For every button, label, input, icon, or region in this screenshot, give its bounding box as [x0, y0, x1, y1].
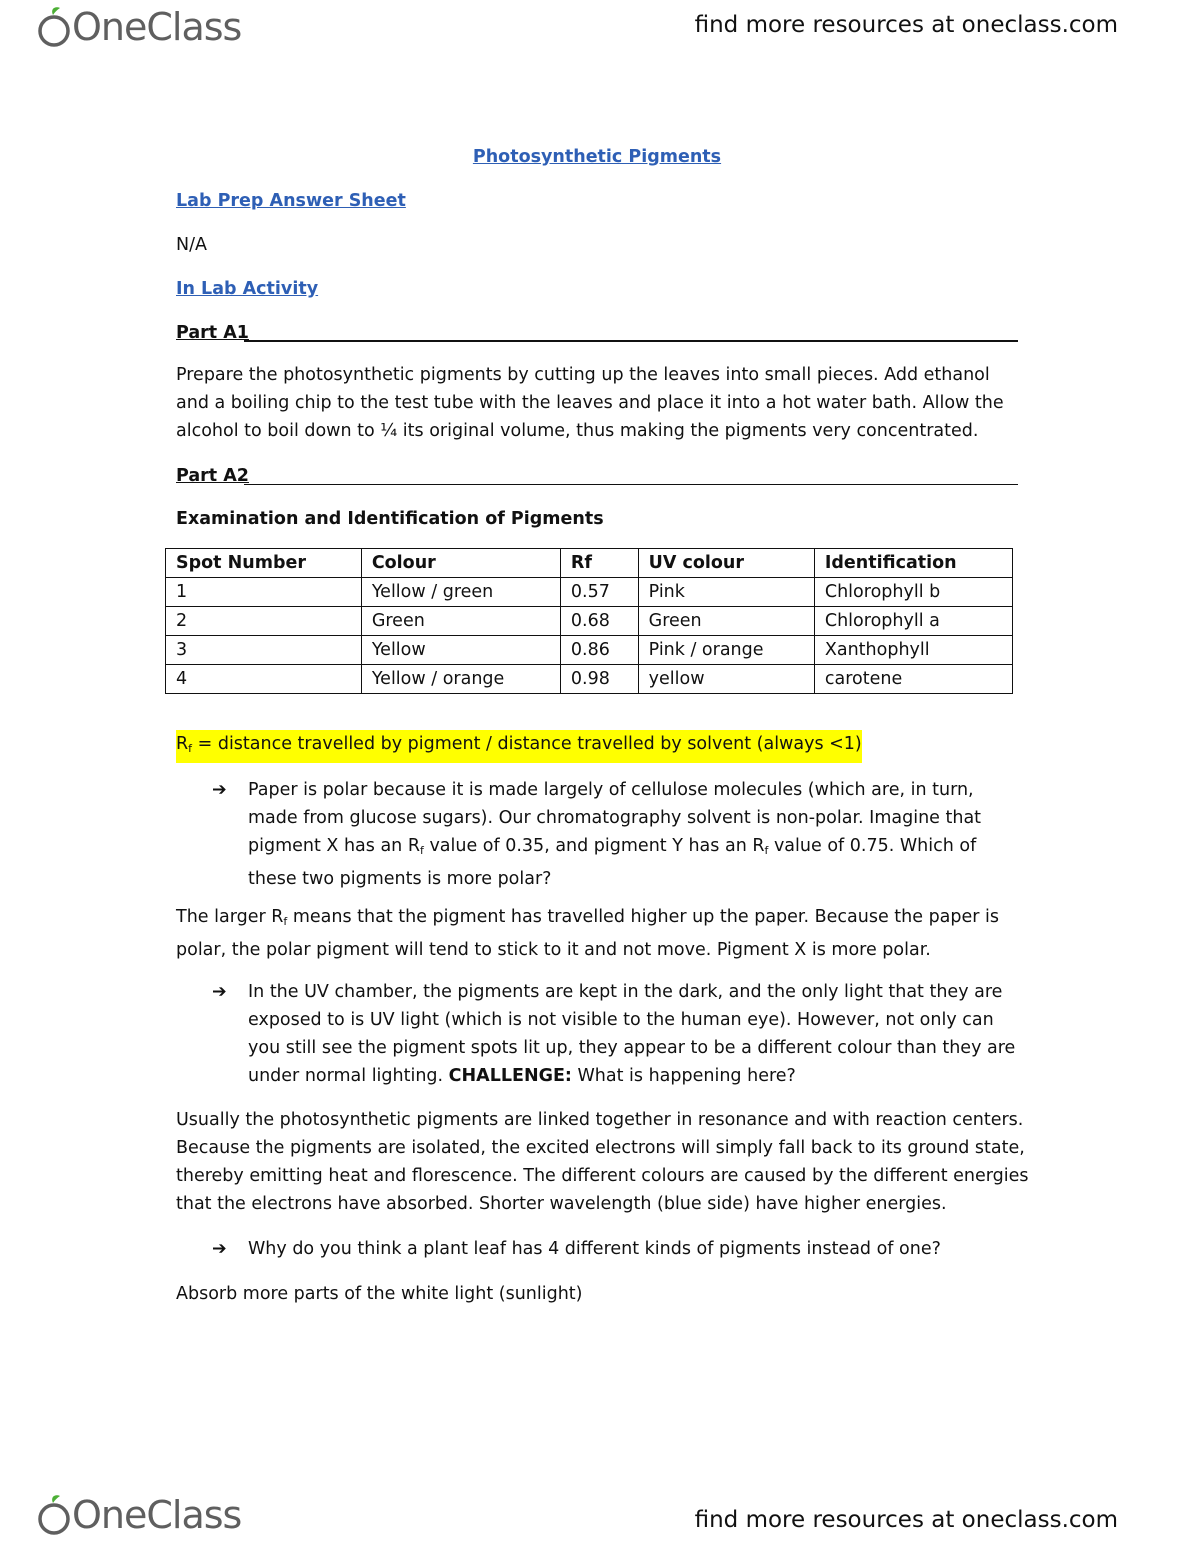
oneclass-logo-footer [36, 1492, 241, 1538]
table-cell: Xanthophyll [814, 636, 1012, 665]
table-cell: 3 [166, 636, 362, 665]
table-row [166, 665, 1013, 694]
table-cell: 0.98 [560, 665, 638, 694]
table-cell: 0.86 [560, 636, 638, 665]
table-cell: 2 [166, 607, 362, 636]
section-in-lab: In Lab Activity [176, 279, 319, 299]
rf-definition-text: = distance travelled by pigment / distance travelled by solvent (always <1) [192, 734, 862, 754]
column-header: UV colour [638, 549, 814, 578]
q2-challenge-label: CHALLENGE: [448, 1066, 572, 1086]
question-1-text [248, 776, 1022, 893]
table-heading: Examination and Identification of Pigments [176, 509, 604, 529]
q1-sub-1: f [420, 844, 424, 857]
part-a1-heading: Part A1 [176, 323, 249, 343]
part-a1-text: Prepare the photosynthetic pigments by cutting up the leaves into small pieces. Add ethanol and a boiling chip to the test tube with the leaves and place it into a hot water bath. Allow the alcohol to boil down to ¼ its original volume, thus making the pigments very concentrated. [176, 365, 1004, 441]
section-lab-prep: Lab Prep Answer Sheet [176, 191, 406, 211]
table-cell: Yellow [361, 636, 560, 665]
answer-2: Usually the photosynthetic pigments are linked together in resonance and with reaction centers. Because the pigments are isolated, the excited electrons will simply fall back to its ground state, thereby emitting heat and florescence. The different colours are caused by the different energies that the electrons have absorbed. Shorter wavelength (blue side) have higher energies. [176, 1110, 1029, 1214]
table-cell: Chlorophyll b [814, 578, 1012, 607]
question-1 [212, 776, 1022, 893]
table-row [166, 636, 1013, 665]
oneclass-logo [36, 4, 241, 50]
lab-prep-answer: N/A [176, 235, 207, 255]
part-a2-rule [244, 484, 1018, 485]
a1-sub: f [283, 915, 288, 928]
part-a1-rule [244, 340, 1018, 342]
a1-part-a: The larger R [176, 907, 284, 927]
table-cell: Yellow / orange [361, 665, 560, 694]
column-header: Colour [361, 549, 560, 578]
column-header: Spot Number [166, 549, 362, 578]
pigments-table [165, 548, 1013, 694]
arrow-icon: ➔ [212, 780, 227, 800]
q2-part-a: In the UV chamber, the pigments are kept in the dark, and the only light that they are exposed to is UV light (which is not visible to the human eye). However, not only can you still see the pigment spots lit up, they appear to be a different colour than they are under normal lighting. [248, 982, 1016, 1086]
rf-definition [176, 730, 862, 763]
question-3 [212, 1235, 1022, 1263]
table-cell: Yellow / green [361, 578, 560, 607]
q1-part-b: value of 0.35, and pigment Y has an R [423, 836, 765, 856]
question-3-text: Why do you think a plant leaf has 4 different kinds of pigments instead of one? [248, 1239, 941, 1259]
q1-part-a: Paper is polar because it is made largely of cellulose molecules (which are, in turn, made from glucose sugars). Our chromatography solvent is non-polar. Imagine that pigment X has an R [248, 780, 982, 856]
table-cell: Green [638, 607, 814, 636]
page-title: Photosynthetic Pigments [472, 147, 722, 167]
q1-sub-2: f [764, 844, 769, 857]
arrow-icon: ➔ [212, 1239, 227, 1259]
oneclass-logo-icon [36, 1492, 72, 1538]
table-header-row [166, 549, 1013, 578]
arrow-icon: ➔ [212, 982, 227, 1002]
table-cell: 0.68 [560, 607, 638, 636]
table-cell: 0.57 [560, 578, 638, 607]
answer-3: Absorb more parts of the white light (sunlight) [176, 1284, 583, 1304]
table-row [166, 578, 1013, 607]
brand-name: OneClass [72, 5, 242, 49]
table-cell: 4 [166, 665, 362, 694]
table-cell: Pink [638, 578, 814, 607]
table-cell: yellow [638, 665, 814, 694]
q1-part-c: value of 0.75. Which of these two pigments is more polar? [248, 836, 977, 889]
table-row [166, 607, 1013, 636]
part-a2-heading: Part A2 [176, 466, 249, 486]
header-tagline[interactable]: find more resources at oneclass.com [694, 12, 1118, 38]
question-2 [212, 978, 1022, 1090]
a1-part-b: means that the pigment has travelled higher up the paper. Because the paper is polar, the polar pigment will tend to stick to it and not move. Pigment X is more polar. [176, 907, 1000, 960]
answer-1 [176, 903, 1018, 964]
table-cell: Chlorophyll a [814, 607, 1012, 636]
oneclass-logo-icon [36, 4, 72, 50]
brand-name: OneClass [72, 1493, 242, 1537]
footer-tagline[interactable]: find more resources at oneclass.com [694, 1507, 1118, 1533]
table-cell: Green [361, 607, 560, 636]
column-header: Identification [814, 549, 1012, 578]
column-header: Rf [560, 549, 638, 578]
q2-part-b: What is happening here? [571, 1066, 796, 1086]
table-cell: Pink / orange [638, 636, 814, 665]
table-cell: 1 [166, 578, 362, 607]
question-2-text [248, 978, 1022, 1090]
rf-definition-sub: f [188, 742, 193, 755]
rf-definition-r: R [176, 734, 189, 754]
table-cell: carotene [814, 665, 1012, 694]
